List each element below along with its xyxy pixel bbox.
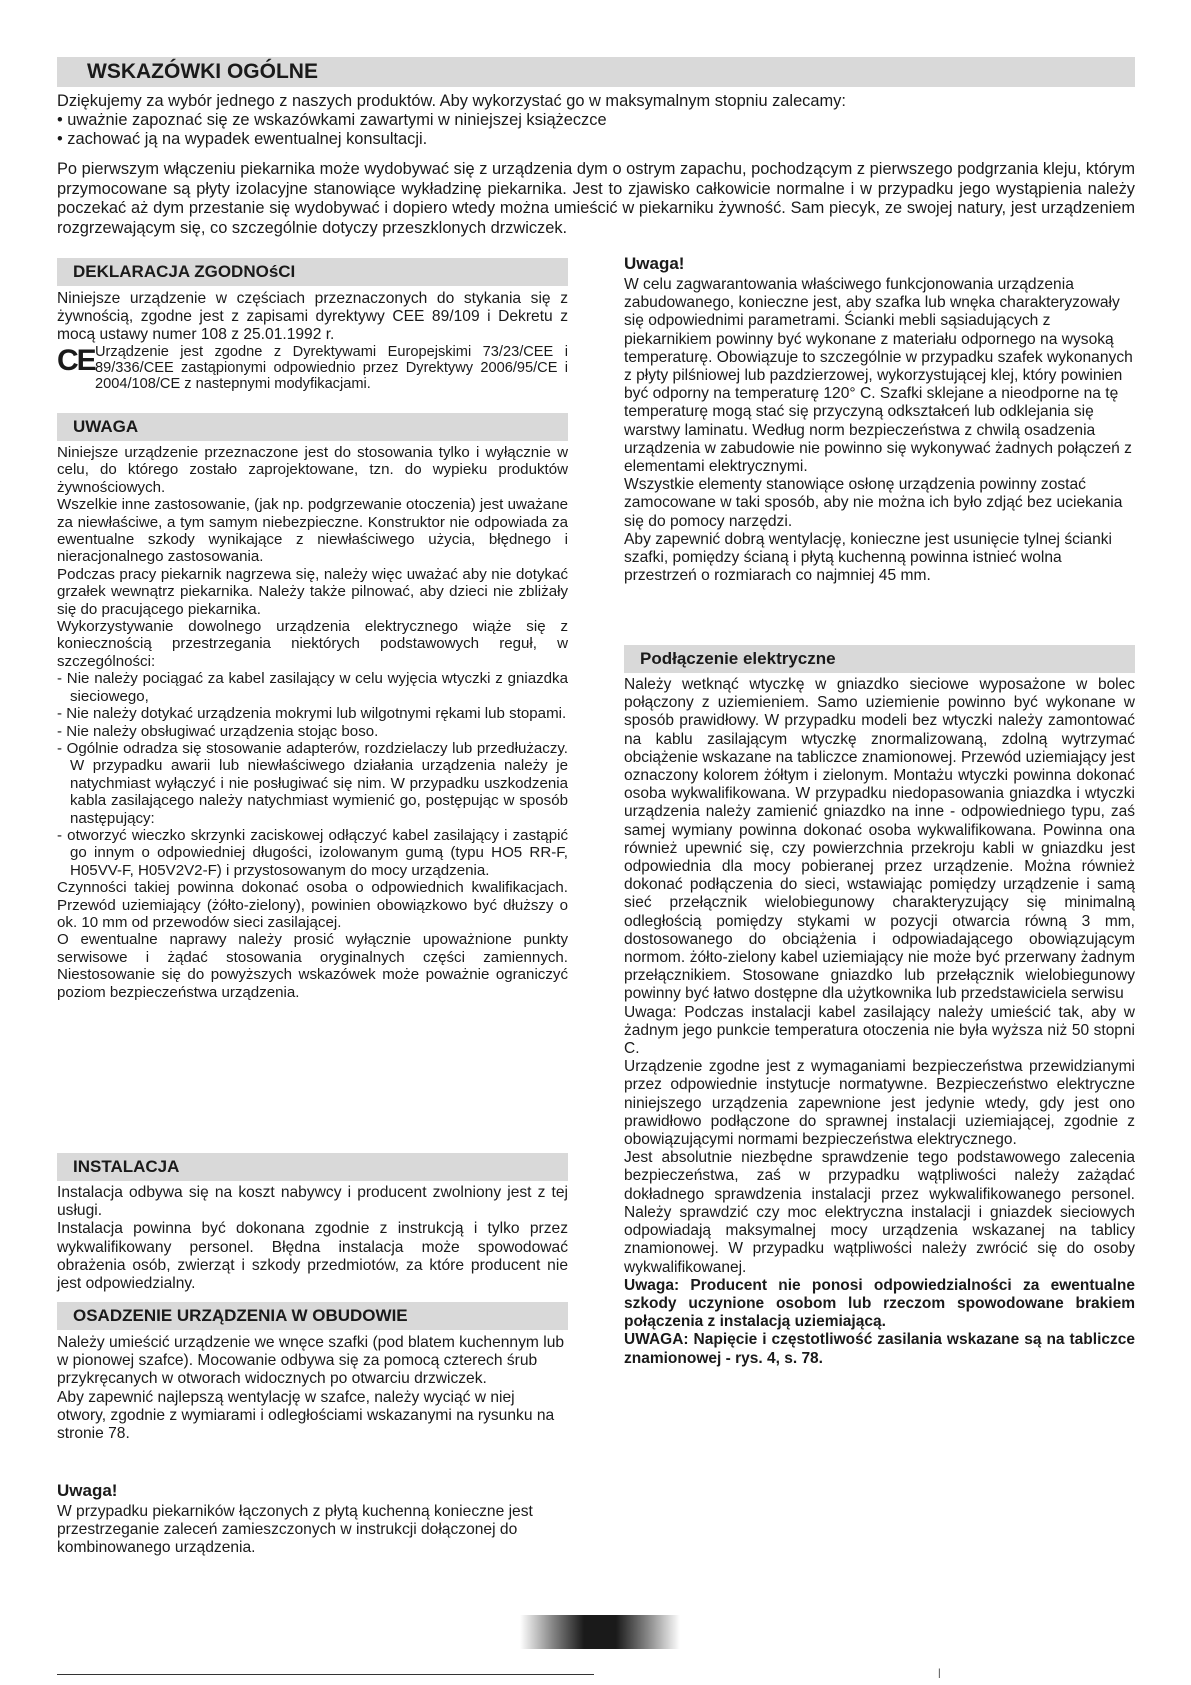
corner-mark: | bbox=[938, 1668, 941, 1679]
general-bullet: • zachować ją na wypadek ewentualnej konsultacji. bbox=[57, 130, 428, 148]
uwaga-paragraph: Niniejsze urządzenie przeznaczone jest do stosowania tylko i wyłącznie w celu, do którego zostało zaprojektowane, tzn. do wypieku produktów żywnościowych. bbox=[57, 444, 568, 496]
uwaga-rule: - Ogólnie odradza się stosowanie adapterów, rozdzielaczy lub przedłużaczy. W przypadku awarii lub niewłaściwego działania urządzenia należy je natychmiast wyłączyć i nie posługiwać się nim. W przypadku uszkodzenia kabla zasilającego należy natychmiast wymienić go, postępując w sposób następujący: bbox=[57, 739, 568, 827]
instalacja-paragraph: Instalacja odbywa się na koszt nabywcy i producent zwolniony jest z tej usługi. bbox=[57, 1184, 568, 1220]
general-heading-bar bbox=[57, 57, 1135, 87]
uwaga-left-block bbox=[57, 1503, 568, 1558]
uwaga-right-block bbox=[624, 276, 1135, 585]
uwaga-left-heading: Uwaga! bbox=[57, 1481, 118, 1500]
instalacja-heading-bar bbox=[57, 1153, 568, 1181]
electric-paragraph: Jest absolutnie niezbędne sprawdzenie tego podstawowego zalecenia bezpieczeństwa, zaś w przypadku wątpliwości należy zażądać dokładnego sprawdzenia instalacji przez wykwalifikowanego personel. Należy sprawdzić czy moc elektryczna instalacji i gniazdek sieciowych odpowiadają maksymalnej mocy urządzenia wskazanej na tablicy znamionowej. W przypadku wątpliwości należy zwrócić się do osoby wykwalifikowanej. bbox=[624, 1149, 1135, 1276]
uwaga-paragraph: Podczas pracy piekarnik nagrzewa się, należy więc uważać aby nie dotykać grzałek wewnątrz piekarnika. Należy także pilnować, aby dzieci nie zbliżały się do pracującego piekarnika. bbox=[57, 565, 568, 618]
electric-block bbox=[624, 676, 1135, 1368]
general-paragraph-block bbox=[57, 160, 1135, 238]
instalacja-block bbox=[57, 1184, 568, 1293]
uwaga-right-heading: Uwaga! bbox=[624, 254, 685, 273]
uwaga-right-paragraph: Aby zapewnić dobrą wentylację, konieczne jest usunięcie tylnej ścianki szafki, pomiędzy ścianą i płytą kuchenną powinna istnieć wolna przestrzeń o rozmiarach co najmniej 45 mm. bbox=[624, 530, 1112, 585]
bottom-rule bbox=[57, 1674, 594, 1675]
general-heading: WSKAZÓWKI OGÓLNE bbox=[87, 60, 318, 83]
general-intro-block bbox=[57, 92, 1135, 149]
electric-warning: UWAGA: Napięcie i częstotliwość zasilania wskazane są na tabliczce znamionowej - rys. 4, s. 78. bbox=[624, 1331, 1135, 1367]
general-bullets bbox=[57, 111, 1135, 149]
electric-paragraph: Urządzenie zgodne jest z wymaganiami bezpieczeństwa przewidzianymi przez odpowiednie instytucje normatywne. Bezpieczeństwo elektryczne niniejszego urządzenia zapewnione jest jedynie wtedy, gdy jest ono prawidłowo podłączone do sprawnej instalacji uziemiającej, zgodnie z obowiązującymi normami bezpieczeństwa elektrycznego. bbox=[624, 1058, 1135, 1149]
electric-warning: Uwaga: Producent nie ponosi odpowiedzialności za ewentualne szkody uczynione osobom lub rzeczom spowodowane brakiem połączenia z instalacją uziemiającą. bbox=[624, 1276, 1135, 1331]
uwaga-rules-list bbox=[57, 670, 568, 879]
osadzenie-heading-bar bbox=[57, 1302, 568, 1330]
instalacja-heading: INSTALACJA bbox=[73, 1157, 180, 1176]
ce-mark-logo: CE bbox=[57, 344, 95, 377]
osadzenie-paragraph: Aby zapewnić najlepszą wentylację w szafce, należy wyciąć w niej otwory, zgodnie z wymiarami i odległościami wskazanymi na rysunku na stronie 78. bbox=[57, 1388, 555, 1443]
osadzenie-paragraph: Należy umieścić urządzenie we wnęce szafki (pod blatem kuchennym lub w pionowej szafce). Mocowanie odbywa się za pomocą czterech śrub przykręcanych w otworach widocznych po otwarciu drzwiczek. bbox=[57, 1334, 565, 1388]
electric-heading: Podłączenie elektryczne bbox=[640, 649, 836, 668]
uwaga-paragraph: Wykorzystywanie dowolnego urządzenia elektrycznego wiąże się z koniecznością przestrzegania niektórych podstawowych reguł, w szczególności: bbox=[57, 618, 568, 670]
ce-row bbox=[57, 344, 568, 392]
osadzenie-block bbox=[57, 1334, 568, 1443]
ce-text: Urządzenie jest zgodne z Dyrektywami Europejskimi 73/23/CEE i 89/336/CEE zastąpionymi odpowiednio przez Dyrektywy 2006/95/CE i 2004/108/CE z nastepnymi modyfikacjami. bbox=[95, 344, 568, 392]
uwaga-rule: - Nie należy obsługiwać urządzenia stojąc boso. bbox=[57, 722, 379, 740]
uwaga-heading: UWAGA bbox=[73, 417, 139, 436]
general-intro: Dziękujemy za wybór jednego z naszych produktów. Aby wykorzystać go w maksymalnym stopniu zalecamy: bbox=[57, 92, 846, 110]
uwaga-closing: Czynności takiej powinna dokonać osoba o odpowiednich kwalifikacjach. Przewód uziemiający (żółto-zielony), powinien obowiązkowo być dłuższy o ok. 10 mm od przewodów sieci zasilającej. bbox=[57, 879, 568, 931]
general-bullet: • uważnie zapoznać się ze wskazówkami zawartymi w niniejszej książeczce bbox=[57, 111, 607, 129]
uwaga-left-text: W przypadku piekarników łączonych z płytą kuchenną konieczne jest przestrzeganie zaleceń zamieszczonych w instrukcji dołączonej do kombinowanego urządzenia. bbox=[57, 1503, 533, 1557]
uwaga-rule: - otworzyć wieczko skrzynki zaciskowej odłączyć kabel zasilający i zastąpić go innym o odpowiedniej długości, izolowanym gumą (typu HO5 RR-F, H05VV-F, H05V2V2-F) i przystosowanym do mocy urządzenia. bbox=[57, 826, 568, 879]
general-paragraph: Po pierwszym włączeniu piekarnika może wydobywać się z urządzenia dym o ostrym zapachu, pochodzącym z pierwszego podgrzania kleju, którym przymocowane są płyty izolacyjne stanowiące wykładzinę piekarnika. Jest to zjawisko całkowicie normalne i w przypadku jego wystąpienia należy poczekać aż dym przestanie się wydobywać i dopiero wtedy można umieścić w piekarniku żywność. Sam piecyk, ze swojej natury, jest urządzeniem rozgrzewającym się, co szczególnie dotyczy przeszklonych drzwiczek. bbox=[57, 160, 1135, 237]
declaration-block bbox=[57, 290, 568, 392]
uwaga-block bbox=[57, 444, 568, 1001]
declaration-text: Niniejsze urządzenie w częściach przeznaczonych do stykania się z żywnością, zgodne jest z zapisami dyrektywy CEE 89/109 i Dekretu z mocą ustawy numer 108 z 25.01.1992 r. bbox=[57, 290, 568, 343]
uwaga-right-paragraph: Wszystkie elementy stanowiące osłonę urządzenia powinny zostać zamocowane w taki sposób, aby nie można ich było zdjąć bez uciekania się do pomocy narzędzi. bbox=[624, 476, 1123, 530]
uwaga-rule: - Nie należy dotykać urządzenia mokrymi lub wilgotnymi rękami lub stopami. bbox=[57, 705, 567, 723]
uwaga-rule: - Nie należy pociągać za kabel zasilający w celu wyjęcia wtyczki z gniazdka sieciowego, bbox=[57, 670, 568, 705]
instalacja-paragraph: Instalacja powinna być dokonana zgodnie z instrukcją i tylko przez wykwalifikowany personel. Błędna instalacja może spowodować obrażenia osób, zwierząt i szkody przedmiotów, za które producent nie jest odpowiedzialny. bbox=[57, 1220, 568, 1293]
declaration-heading: DEKLARACJA ZGODNOśCI bbox=[73, 262, 296, 281]
page-tab-decoration bbox=[520, 1615, 680, 1649]
electric-heading-bar bbox=[624, 645, 1135, 673]
electric-paragraph: Uwaga: Podczas instalacji kabel zasilający należy umieścić tak, aby w żadnym jego punkcie temperatura otoczenia nie była wyższa niż 50 stopni C. bbox=[624, 1003, 1135, 1058]
uwaga-heading-bar bbox=[57, 413, 568, 441]
uwaga-right-paragraph: W celu zagwarantowania właściwego funkcjonowania urządzenia zabudowanego, konieczne jest, aby szafka lub wnęka charakteryzowały się odpowiednimi parametrami. Ścianki mebli sąsiadujących z piekarnikiem powinny być wykonane z materiału odpornego na wysoką temperaturę. Obowiązuje to szczególnie w przypadku szafek wykonanych z płyty pilśniowej lub pazdzierzowej, wykorzystującej klej, który powinien być odporny na temperaturę 120° C. Szafki sklejane a nieodporne na tę temperaturę mogą stać się przyczyną odkształceń lub odklejania się warstwy laminatu. Według norm bezpieczeństwa z chwilą osadzenia urządzenia w zabudowie nie powinno się wykonywać żadnych połączeń z elementami elektrycznymi. bbox=[624, 276, 1133, 476]
uwaga-paragraph: Wszelkie inne zastosowanie, (jak np. podgrzewanie otoczenia) jest uważane za niewłaściwe, a tym samym niebezpieczne. Konstruktor nie odpowiada za ewentualne szkody wynikające z niewłaściwego użycia, błędnego i nieracjonalnego zastosowania. bbox=[57, 496, 568, 566]
osadzenie-heading: OSADZENIE URZĄDZENIA W OBUDOWIE bbox=[73, 1306, 408, 1325]
uwaga-closing: O ewentualne naprawy należy prosić wyłącznie upoważnione punkty serwisowe i żądać stosowania oryginalnych części zamiennych. Niestosowanie się do powyższych wskazówek może poważnie ograniczyć poziom bezpieczeństwa urządzenia. bbox=[57, 931, 568, 1001]
declaration-heading-bar bbox=[57, 258, 568, 286]
electric-paragraph: Należy wetknąć wtyczkę w gniazdko sieciowe wyposażone w bolec połączony z uziemieniem. Samo uziemienie powinno być wykonane w sposób prawidłowy. W przypadku modeli bez wtyczki należy zamontować na kablu zasilającym wtyczkę znormalizowaną, zdolną wytrzymać obciążenie wskazane na tabliczce znamionowej. Przewód uziemiający jest oznaczony kolorem żółtym i zielonym. Montażu wtyczki powinna dokonać osoba wykwalifikowana. W przypadku niedopasowania gniazdka i wtyczki urządzenia należy zamienić gniazdko na inne - odpowiedniego typu, zaś samej wymiany powinna dokonać osoba wykwalifikowana. Powinna ona również upewnić się, czy powierzchnia przekroju kabli w gniazdku jest odpowiednia dla mocy pobieranej przez urządzenie. Można również dokonać podłączenia do sieci, wstawiając pomiędzy urządzenie i samą sieć przełącznik wielobiegunowy charakteryzujący się minimalną odległością pomiędzy stykami w pozycji otwarcia równą 3 mm, dostosowanego do obciążenia i odpowiadającego obowiązującym normom. żółto-zielony kabel uziemiający nie może być przerwany żadnym przełącznikiem. Stosowane gniazdko lub przełącznik wielobiegunowy powinny być łatwo dostępne dla użytkownika lub przedstawiciela serwisu bbox=[624, 676, 1135, 1003]
